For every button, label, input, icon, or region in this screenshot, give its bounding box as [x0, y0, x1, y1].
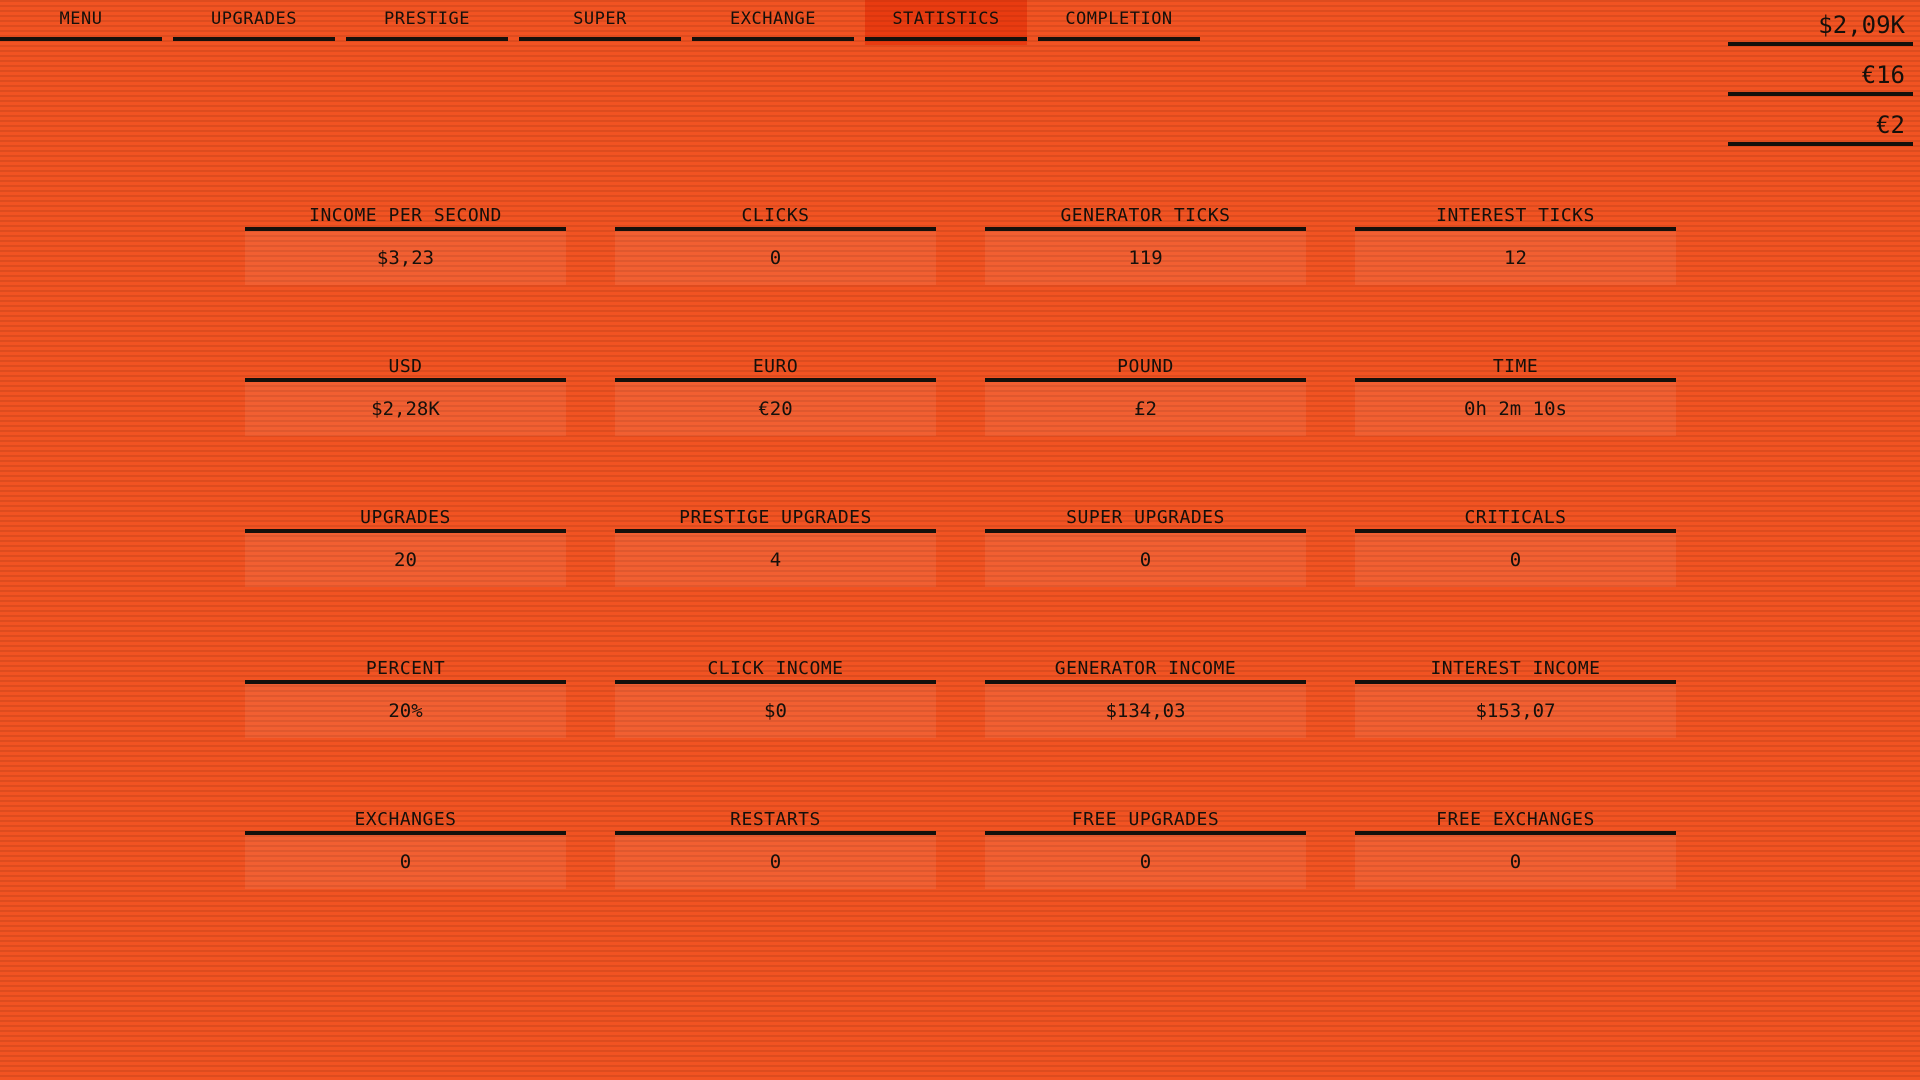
stat-value: €20: [615, 382, 936, 436]
stat-label: INTEREST INCOME: [1430, 658, 1601, 679]
stat-value: 0: [1355, 835, 1676, 889]
stat-card-restarts: [615, 808, 936, 889]
stat-label: PRESTIGE UPGRADES: [679, 507, 872, 528]
stat-label: CLICK INCOME: [707, 658, 844, 679]
stat-label: INTEREST TICKS: [1436, 205, 1595, 226]
stat-value: 4: [615, 533, 936, 587]
stat-card-generator-income: [985, 657, 1306, 738]
stat-value: 12: [1355, 231, 1676, 285]
stat-label: SUPER UPGRADES: [1066, 507, 1225, 528]
stat-card-super-upgrades: [985, 506, 1306, 587]
stat-value: 20: [245, 533, 566, 587]
stat-label: RESTARTS: [730, 809, 821, 830]
tab-upgrades[interactable]: [173, 0, 335, 45]
stat-value: $153,07: [1355, 684, 1676, 738]
stat-label: FREE UPGRADES: [1071, 809, 1220, 830]
currency-panel: [1728, 0, 1913, 150]
currency-usd: [1728, 0, 1913, 46]
stat-card-clicks: [615, 204, 936, 285]
stat-card-generator-ticks: [985, 204, 1306, 285]
top-nav: [0, 0, 1200, 45]
stat-value: 0: [985, 533, 1306, 587]
stat-card-pound: [985, 355, 1306, 436]
currency-usd-value: $2,09K: [1818, 11, 1905, 39]
stat-card-free-exchanges: [1355, 808, 1676, 889]
stat-card-usd: [245, 355, 566, 436]
tab-prestige[interactable]: [346, 0, 508, 45]
stat-label: PERCENT: [365, 658, 446, 679]
stat-label: POUND: [1117, 356, 1174, 377]
stat-card-click-income: [615, 657, 936, 738]
tab-menu[interactable]: [0, 0, 162, 45]
stat-card-prestige-upgrades: [615, 506, 936, 587]
tab-label: COMPLETION: [1065, 9, 1173, 29]
stat-card-euro: [615, 355, 936, 436]
stat-value: £2: [985, 382, 1306, 436]
stat-label: EXCHANGES: [354, 809, 457, 830]
stat-value: 20%: [245, 684, 566, 738]
tab-exchange[interactable]: [692, 0, 854, 45]
stat-value: $134,03: [985, 684, 1306, 738]
tab-label: SUPER: [573, 9, 627, 29]
tab-label: MENU: [59, 9, 103, 29]
stat-value: $0: [615, 684, 936, 738]
stat-label: CRITICALS: [1464, 507, 1567, 528]
tab-label: UPGRADES: [211, 9, 297, 29]
stat-label: EURO: [752, 356, 799, 377]
stat-card-interest-ticks: [1355, 204, 1676, 285]
currency-euro-value: €16: [1861, 61, 1905, 89]
currency-euro: [1728, 50, 1913, 96]
stat-label: GENERATOR INCOME: [1054, 658, 1237, 679]
stat-value: 0: [1355, 533, 1676, 587]
tab-super[interactable]: [519, 0, 681, 45]
stat-value: 0: [615, 231, 936, 285]
stat-card-income-per-second: [245, 204, 566, 285]
stat-label: UPGRADES: [360, 507, 451, 528]
stat-label: FREE EXCHANGES: [1436, 809, 1595, 830]
tab-label: PRESTIGE: [384, 9, 470, 29]
stat-value: $2,28K: [245, 382, 566, 436]
stat-card-percent: [245, 657, 566, 738]
stat-card-interest-income: [1355, 657, 1676, 738]
stat-label: INCOME PER SECOND: [309, 205, 502, 226]
stat-label: GENERATOR TICKS: [1060, 205, 1231, 226]
tab-completion[interactable]: [1038, 0, 1200, 45]
tab-label: EXCHANGE: [730, 9, 816, 29]
tab-label: STATISTICS: [892, 9, 1000, 29]
stat-value: 0: [615, 835, 936, 889]
stat-value: 0: [985, 835, 1306, 889]
stat-label: USD: [388, 356, 423, 377]
stat-value: $3,23: [245, 231, 566, 285]
stat-card-free-upgrades: [985, 808, 1306, 889]
stats-grid: [245, 204, 1676, 889]
stat-card-criticals: [1355, 506, 1676, 587]
currency-pound-value: €2: [1876, 111, 1905, 139]
stat-value: 0h 2m 10s: [1355, 382, 1676, 436]
stat-card-time: [1355, 355, 1676, 436]
stat-value: 0: [245, 835, 566, 889]
stat-card-upgrades: [245, 506, 566, 587]
stat-label: TIME: [1492, 356, 1539, 377]
currency-pound: [1728, 100, 1913, 146]
stat-label: CLICKS: [741, 205, 810, 226]
stat-value: 119: [985, 231, 1306, 285]
stat-card-exchanges: [245, 808, 566, 889]
tab-statistics[interactable]: [865, 0, 1027, 45]
